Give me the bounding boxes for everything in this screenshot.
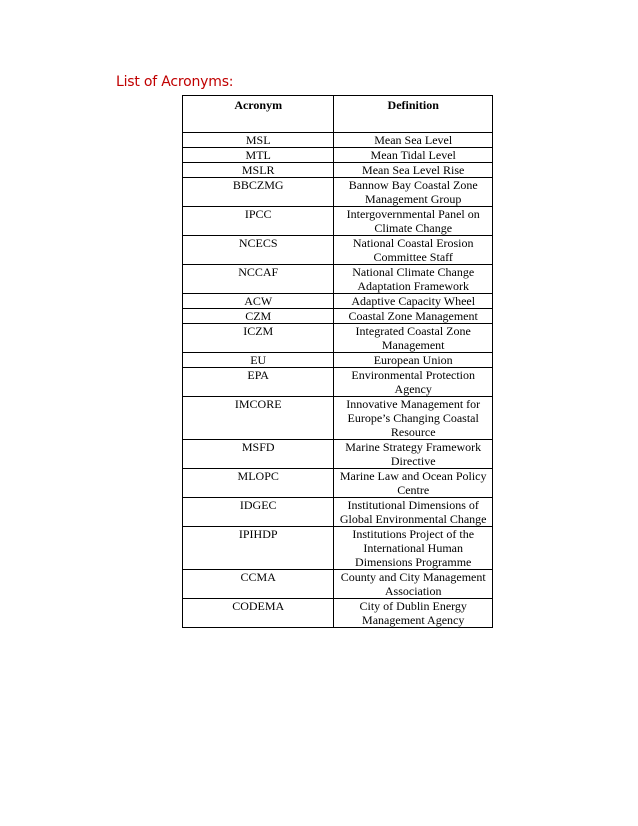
table-row [183, 440, 493, 469]
column-header-acronym: Acronym [183, 96, 334, 133]
acronym-cell: CCMA [183, 570, 334, 599]
table-header-row [183, 96, 493, 133]
definition-cell: European Union [334, 353, 493, 368]
table-row [183, 570, 493, 599]
acronym-cell: MLOPC [183, 469, 334, 498]
definition-cell: Innovative Management for Europe’s Changing Coastal Resource [334, 397, 493, 440]
acronym-cell: CODEMA [183, 599, 334, 628]
table-row [183, 207, 493, 236]
table-row [183, 368, 493, 397]
definition-cell: Environmental Protection Agency [334, 368, 493, 397]
acronym-cell: MSL [183, 133, 334, 148]
acronym-cell: NCECS [183, 236, 334, 265]
definition-cell: Intergovernmental Panel on Climate Change [334, 207, 493, 236]
acronym-cell: MSLR [183, 163, 334, 178]
table-row [183, 148, 493, 163]
definition-cell: Institutions Project of the International Human Dimensions Programme [334, 527, 493, 570]
definition-cell: Marine Law and Ocean Policy Centre [334, 469, 493, 498]
definition-cell: City of Dublin Energy Management Agency [334, 599, 493, 628]
column-header-definition: Definition [334, 96, 493, 133]
definition-cell: National Coastal Erosion Committee Staff [334, 236, 493, 265]
definition-cell: County and City Management Association [334, 570, 493, 599]
acronym-cell: NCCAF [183, 265, 334, 294]
acronym-cell: EPA [183, 368, 334, 397]
acronym-cell: MTL [183, 148, 334, 163]
definition-cell: Adaptive Capacity Wheel [334, 294, 493, 309]
definition-cell: Bannow Bay Coastal Zone Management Group [334, 178, 493, 207]
table-row [183, 397, 493, 440]
table-row [183, 527, 493, 570]
acronym-cell: IMCORE [183, 397, 334, 440]
table-row [183, 498, 493, 527]
acronym-table [182, 95, 493, 628]
table-row [183, 178, 493, 207]
table-row [183, 133, 493, 148]
definition-cell: Coastal Zone Management [334, 309, 493, 324]
definition-cell: Marine Strategy Framework Directive [334, 440, 493, 469]
acronym-cell: ACW [183, 294, 334, 309]
table-row [183, 265, 493, 294]
definition-cell: Mean Tidal Level [334, 148, 493, 163]
definition-cell: Integrated Coastal Zone Management [334, 324, 493, 353]
table-row [183, 163, 493, 178]
table-row [183, 236, 493, 265]
acronym-cell: EU [183, 353, 334, 368]
acronym-cell: MSFD [183, 440, 334, 469]
acronym-cell: IPCC [183, 207, 334, 236]
definition-cell: Institutional Dimensions of Global Environmental Change [334, 498, 493, 527]
acronym-cell: ICZM [183, 324, 334, 353]
definition-cell: Mean Sea Level Rise [334, 163, 493, 178]
acronym-cell: BBCZMG [183, 178, 334, 207]
table-row [183, 294, 493, 309]
page-heading: List of Acronyms: [116, 74, 234, 90]
table-row [183, 353, 493, 368]
acronym-cell: CZM [183, 309, 334, 324]
table-row [183, 469, 493, 498]
acronym-cell: IDGEC [183, 498, 334, 527]
table-row [183, 324, 493, 353]
table-body [183, 133, 493, 628]
definition-cell: Mean Sea Level [334, 133, 493, 148]
table-row [183, 599, 493, 628]
acronym-cell: IPIHDP [183, 527, 334, 570]
table-row [183, 309, 493, 324]
definition-cell: National Climate Change Adaptation Framework [334, 265, 493, 294]
